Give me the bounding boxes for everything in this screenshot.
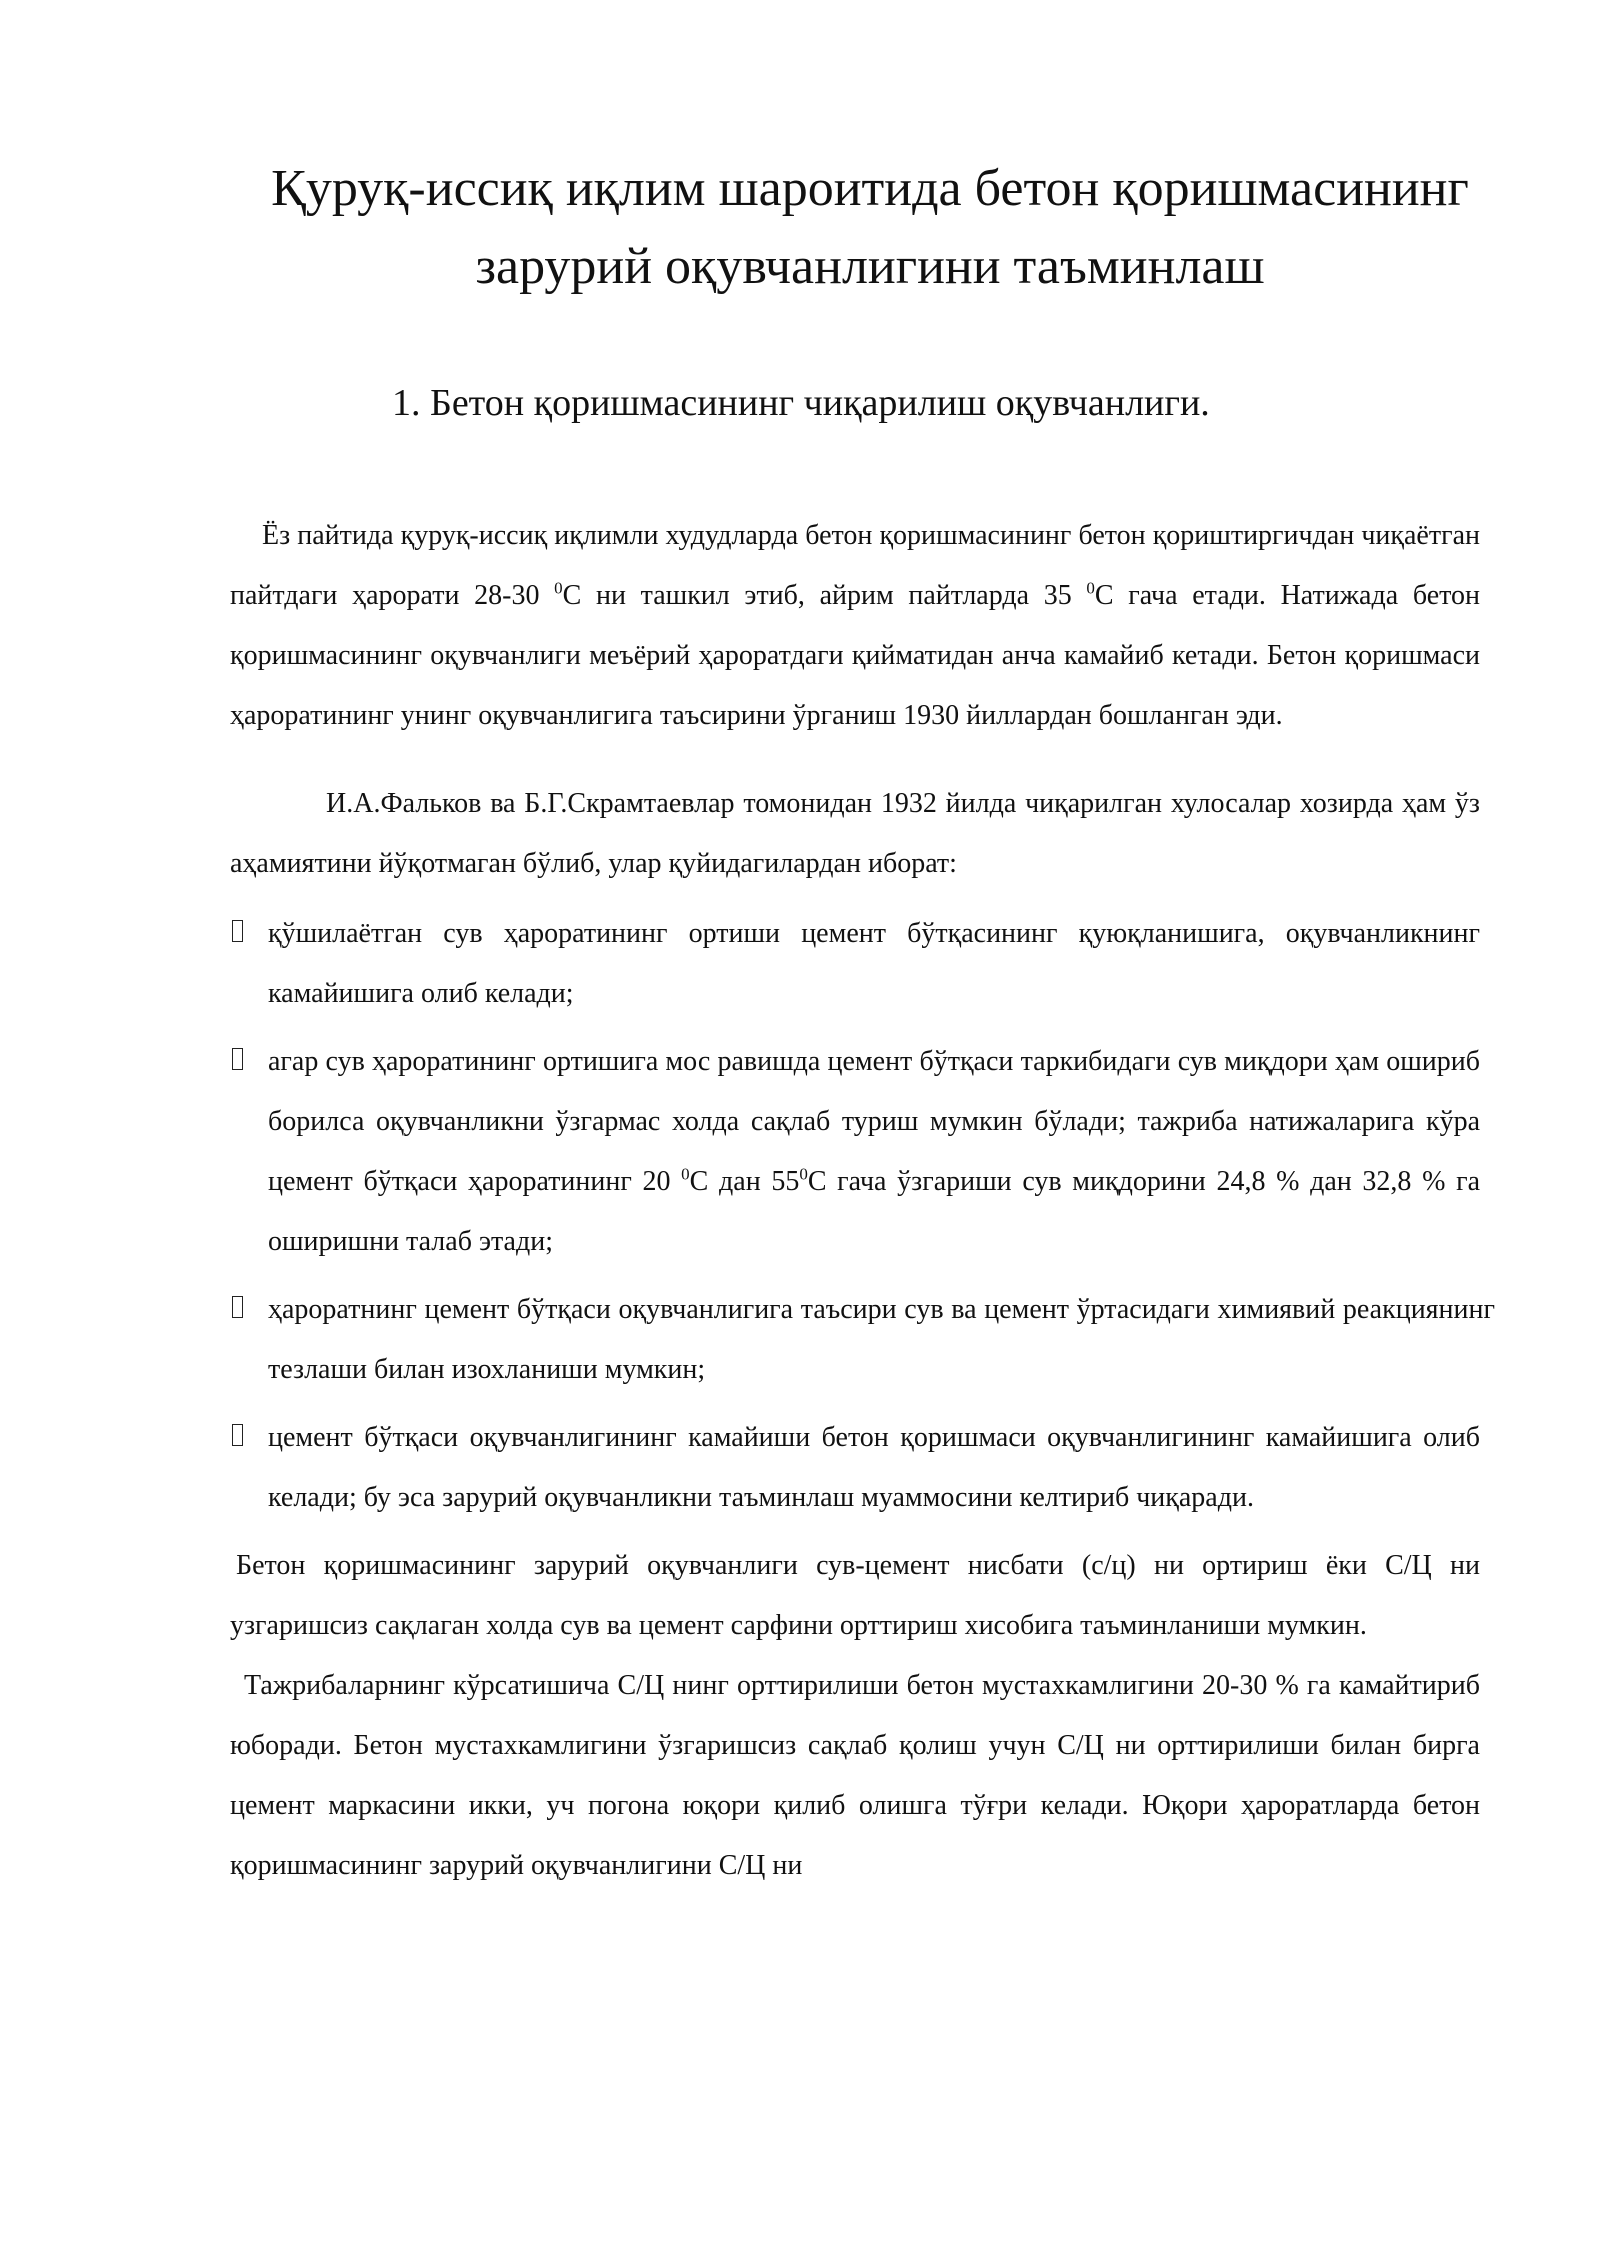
paragraph-4: Тажрибаларнинг кўрсатишича С/Ц нинг орттирилиши бетон мустахкамлигини 20-30 % га камайтириб юборади. Бетон мустахкамлигини ўзгаришсиз сақлаб қолиш учун С/Ц ни орттирилиши билан бирга цемент маркасини икки, уч погона юқори қилиб олишга тўғри келади. Юқори ҳароратларда бетон қоришмасининг зарурий оқувчанлигини С/Ц ни bbox=[230, 1670, 1480, 1881]
degree-superscript: 0 bbox=[799, 1164, 808, 1184]
degree-superscript: 0 bbox=[681, 1164, 690, 1184]
degree-superscript: 0 bbox=[1086, 578, 1095, 598]
list-item-text-b: С дан 55 bbox=[689, 1166, 800, 1197]
list-item-text: қўшилаётган сув ҳароратининг ортиши цемент бўтқасининг қуюқланишига, оқувчанликнинг камайишига олиб келади; bbox=[268, 918, 1480, 1009]
paragraph-1-part-a: Ёз пайтида қуруқ-иссиқ иқлимли худудларда бетон қоришмасининг бетон қориштиргичдан чиқаётган пайтдаги ҳарорати 28-30 bbox=[230, 520, 1480, 611]
degree-superscript: 0 bbox=[554, 578, 563, 598]
list-item bbox=[230, 1408, 1480, 1528]
bullet-box-icon bbox=[232, 1296, 243, 1318]
list-item-text: ҳароратнинг цемент бўтқаси оқувчанлигига таъсири сув ва цемент ўртасидаги химиявий реакциянинг тезлаши билан изохланиши мумкин; bbox=[268, 1294, 1495, 1385]
bullet-box-icon bbox=[232, 1048, 243, 1070]
bullet-box-icon bbox=[232, 1424, 243, 1446]
section-heading: 1. Бетон қоришмасининг чиқарилиш оқувчанлиги. bbox=[392, 382, 1210, 424]
list-item bbox=[230, 904, 1480, 1024]
list-item-text: цемент бўтқаси оқувчанлигининг камайиши бетон қоришмаси оқувчанлигининг камайишига олиб келади; бу эса зарурий оқувчанликни таъминлаш муаммосини келтириб чиқаради. bbox=[268, 1422, 1480, 1513]
paragraph-2: И.А.Фальков ва Б.Г.Скрамтаевлар томонидан 1932 йилда чиқарилган хулосалар хозирда ҳам ўз аҳамиятини йўқотмаган бўлиб, улар қуйидагилардан иборат: bbox=[230, 788, 1480, 879]
paragraph-1-part-c: С гача етади. Натижада бетон қоришмасининг оқувчанлиги меъёрий ҳароратдаги қийматидан анча камайиб кетади. Бетон қоришмаси ҳароратининг унинг оқувчанлигига таъсирини ўрганиш 1930 йиллардан бошланган эди. bbox=[230, 580, 1480, 731]
paragraph-3: Бетон қоришмасининг зарурий оқувчанлиги сув-цемент нисбати (с/ц) ни ортириш ёки С/Ц ни узгаришсиз сақлаган холда сув ва цемент сарфини орттириш хисобига таъминланиши мумкин. bbox=[230, 1550, 1480, 1641]
document-title: Қуруқ-иссиқ иқлим шароитида бетон қоришмасининг зарурий оқувчанлигини таъминлаш bbox=[271, 160, 1469, 295]
paragraph-1 bbox=[230, 506, 1480, 746]
list-item-text-c: С гача ўзгариши сув миқдорини 24,8 % дан 32,8 % га оширишни талаб этади; bbox=[268, 1166, 1480, 1257]
list-item-text-a: агар сув ҳароратининг ортишига мос равишда цемент бўтқаси таркибидаги сув миқдори ҳам ошириб борилса оқувчанликни ўзгармас холда сақлаб туриш мумкин бўлади; тажриба натижаларига кўра цемент бўтқаси ҳароратининг 20 bbox=[268, 1046, 1480, 1197]
paragraph-1-part-b: С ни ташкил этиб, айрим пайтларда 35 bbox=[562, 580, 1087, 611]
list-item bbox=[230, 1280, 1495, 1400]
list-item bbox=[230, 1032, 1480, 1272]
bullet-box-icon bbox=[232, 920, 243, 942]
findings-list bbox=[230, 904, 1495, 1528]
